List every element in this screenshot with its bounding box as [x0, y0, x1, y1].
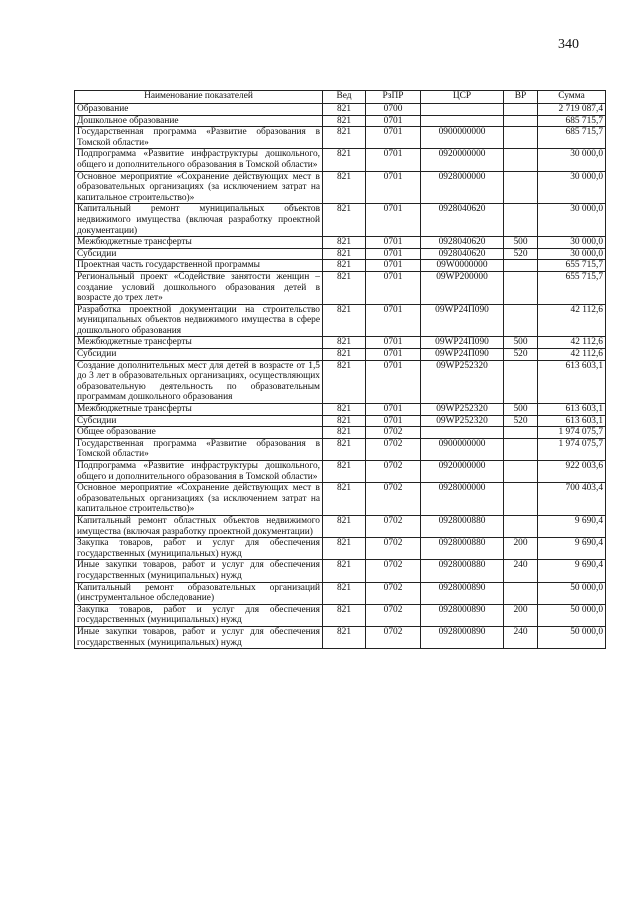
- cell-ved: 821: [323, 127, 366, 149]
- table-row: [75, 415, 606, 427]
- cell-vr: 200: [504, 604, 538, 626]
- cell-name: Субсидии: [75, 248, 323, 260]
- table-row: [75, 260, 606, 272]
- table-row: [75, 104, 606, 116]
- cell-csr: 0928000880: [421, 560, 504, 582]
- cell-rzpr: 0701: [366, 337, 421, 349]
- cell-csr: 09W0000000: [421, 260, 504, 272]
- cell-csr: 09WP24П090: [421, 349, 504, 361]
- cell-ved: 821: [323, 304, 366, 337]
- cell-vr: 500: [504, 237, 538, 249]
- cell-name: Подпрограмма «Развитие инфраструктуры дошкольного, общего и дополнительного образования в Томской области»: [75, 149, 323, 171]
- cell-vr: [504, 104, 538, 116]
- cell-sum: 9 690,4: [538, 538, 606, 560]
- cell-ved: 821: [323, 360, 366, 403]
- cell-rzpr: 0701: [366, 237, 421, 249]
- cell-sum: 9 690,4: [538, 515, 606, 537]
- cell-sum: 50 000,0: [538, 604, 606, 626]
- cell-name: Субсидии: [75, 349, 323, 361]
- cell-ved: 821: [323, 438, 366, 460]
- cell-csr: 09WP252320: [421, 404, 504, 416]
- cell-ved: 821: [323, 349, 366, 361]
- cell-vr: [504, 461, 538, 483]
- cell-rzpr: 0701: [366, 260, 421, 272]
- cell-sum: 613 603,1: [538, 404, 606, 416]
- table-row: [75, 438, 606, 460]
- cell-name: Проектная часть государственной программы: [75, 260, 323, 272]
- cell-csr: 09WP252320: [421, 360, 504, 403]
- cell-rzpr: 0702: [366, 483, 421, 516]
- cell-csr: 0900000000: [421, 127, 504, 149]
- cell-name: Создание дополнительных мест для детей в возрасте от 1,5 до 3 лет в образовательных организациях, осуществляющих образовательную деятельность по образовательным программам дошкольного образования: [75, 360, 323, 403]
- cell-ved: 821: [323, 260, 366, 272]
- cell-rzpr: 0702: [366, 515, 421, 537]
- cell-ved: 821: [323, 560, 366, 582]
- cell-vr: [504, 360, 538, 403]
- cell-csr: 09WP24П090: [421, 304, 504, 337]
- cell-name: Межбюджетные трансферты: [75, 337, 323, 349]
- cell-name: Межбюджетные трансферты: [75, 237, 323, 249]
- cell-csr: [421, 427, 504, 439]
- cell-vr: [504, 171, 538, 204]
- cell-sum: 50 000,0: [538, 582, 606, 604]
- cell-rzpr: 0701: [366, 204, 421, 237]
- cell-sum: 2 719 087,4: [538, 104, 606, 116]
- cell-rzpr: 0701: [366, 415, 421, 427]
- cell-vr: [504, 204, 538, 237]
- header-csr: ЦСР: [421, 91, 504, 104]
- cell-name: Государственная программа «Развитие образования в Томской области»: [75, 438, 323, 460]
- cell-rzpr: 0701: [366, 115, 421, 127]
- cell-ved: 821: [323, 538, 366, 560]
- table-row: [75, 271, 606, 304]
- cell-rzpr: 0701: [366, 248, 421, 260]
- table-row: [75, 248, 606, 260]
- cell-name: Капитальный ремонт областных объектов недвижимого имущества (включая разработку проектной документации): [75, 515, 323, 537]
- cell-vr: [504, 271, 538, 304]
- cell-sum: 613 603,1: [538, 415, 606, 427]
- table-row: [75, 427, 606, 439]
- cell-rzpr: 0702: [366, 560, 421, 582]
- cell-csr: 0928000890: [421, 582, 504, 604]
- cell-sum: 9 690,4: [538, 560, 606, 582]
- header-ved: Вед: [323, 91, 366, 104]
- header-rzpr: РзПР: [366, 91, 421, 104]
- table-row: [75, 582, 606, 604]
- cell-vr: [504, 427, 538, 439]
- cell-vr: 500: [504, 337, 538, 349]
- cell-csr: 0928040620: [421, 237, 504, 249]
- cell-csr: 09WP252320: [421, 415, 504, 427]
- cell-rzpr: 0702: [366, 538, 421, 560]
- table-row: [75, 483, 606, 516]
- cell-vr: 520: [504, 248, 538, 260]
- cell-name: Иные закупки товаров, работ и услуг для обеспечения государственных (муниципальных) нужд: [75, 560, 323, 582]
- cell-vr: 200: [504, 538, 538, 560]
- cell-name: Основное мероприятие «Сохранение действующих мест в образовательных организациях (за исключением затрат на капитальное строительство)»: [75, 483, 323, 516]
- cell-ved: 821: [323, 415, 366, 427]
- cell-ved: 821: [323, 604, 366, 626]
- cell-sum: 30 000,0: [538, 149, 606, 171]
- page-number: 340: [558, 37, 579, 52]
- table-row: [75, 171, 606, 204]
- table-row: [75, 404, 606, 416]
- table-row: [75, 515, 606, 537]
- cell-csr: 0928000000: [421, 171, 504, 204]
- cell-csr: 0928000890: [421, 604, 504, 626]
- cell-ved: 821: [323, 171, 366, 204]
- cell-sum: 42 112,6: [538, 304, 606, 337]
- cell-rzpr: 0702: [366, 427, 421, 439]
- cell-sum: 30 000,0: [538, 237, 606, 249]
- table-row: [75, 304, 606, 337]
- cell-name: Закупка товаров, работ и услуг для обеспечения государственных (муниципальных) нужд: [75, 538, 323, 560]
- cell-rzpr: 0702: [366, 461, 421, 483]
- table-body: [75, 104, 606, 649]
- table-row: [75, 337, 606, 349]
- cell-csr: 0928040620: [421, 248, 504, 260]
- cell-sum: 50 000,0: [538, 626, 606, 648]
- table-row: [75, 538, 606, 560]
- table-row: [75, 149, 606, 171]
- cell-name: Подпрограмма «Развитие инфраструктуры дошкольного, общего и дополнительного образования в Томской области»: [75, 461, 323, 483]
- cell-name: Иные закупки товаров, работ и услуг для обеспечения государственных (муниципальных) нужд: [75, 626, 323, 648]
- cell-name: Дошкольное образование: [75, 115, 323, 127]
- table-row: [75, 237, 606, 249]
- cell-rzpr: 0701: [366, 127, 421, 149]
- cell-sum: 30 000,0: [538, 204, 606, 237]
- cell-vr: 240: [504, 626, 538, 648]
- cell-sum: 922 003,6: [538, 461, 606, 483]
- cell-name: Образование: [75, 104, 323, 116]
- header-row: [75, 91, 606, 104]
- cell-sum: 613 603,1: [538, 360, 606, 403]
- cell-csr: [421, 104, 504, 116]
- cell-ved: 821: [323, 626, 366, 648]
- cell-name: Общее образование: [75, 427, 323, 439]
- cell-rzpr: 0702: [366, 438, 421, 460]
- cell-sum: 30 000,0: [538, 171, 606, 204]
- cell-sum: 30 000,0: [538, 248, 606, 260]
- table-row: [75, 349, 606, 361]
- cell-ved: 821: [323, 461, 366, 483]
- cell-rzpr: 0701: [366, 171, 421, 204]
- cell-vr: [504, 115, 538, 127]
- cell-vr: [504, 304, 538, 337]
- cell-csr: 0900000000: [421, 438, 504, 460]
- cell-sum: 42 112,6: [538, 349, 606, 361]
- cell-rzpr: 0702: [366, 626, 421, 648]
- cell-name: Государственная программа «Развитие образования в Томской области»: [75, 127, 323, 149]
- cell-name: Закупка товаров, работ и услуг для обеспечения государственных (муниципальных) нужд: [75, 604, 323, 626]
- cell-ved: 821: [323, 404, 366, 416]
- cell-ved: 821: [323, 582, 366, 604]
- cell-ved: 821: [323, 104, 366, 116]
- cell-rzpr: 0700: [366, 104, 421, 116]
- table-row: [75, 626, 606, 648]
- cell-rzpr: 0702: [366, 604, 421, 626]
- cell-rzpr: 0701: [366, 149, 421, 171]
- cell-sum: 42 112,6: [538, 337, 606, 349]
- cell-vr: [504, 582, 538, 604]
- cell-sum: 1 974 075,7: [538, 427, 606, 439]
- cell-csr: 0928000890: [421, 626, 504, 648]
- cell-csr: 09WP24П090: [421, 337, 504, 349]
- cell-name: Межбюджетные трансферты: [75, 404, 323, 416]
- cell-sum: 1 974 075,7: [538, 438, 606, 460]
- cell-csr: 0920000000: [421, 461, 504, 483]
- cell-ved: 821: [323, 427, 366, 439]
- cell-name: Капитальный ремонт муниципальных объектов недвижимого имущества (включая разработку проектной документации): [75, 204, 323, 237]
- cell-name: Разработка проектной документации на строительство муниципальных объектов недвижимого имущества в сфере дошкольного образования: [75, 304, 323, 337]
- cell-vr: [504, 515, 538, 537]
- cell-csr: 0920000000: [421, 149, 504, 171]
- cell-sum: 655 715,7: [538, 271, 606, 304]
- cell-csr: 0928000880: [421, 515, 504, 537]
- cell-vr: [504, 127, 538, 149]
- cell-vr: 520: [504, 349, 538, 361]
- cell-rzpr: 0702: [366, 582, 421, 604]
- header-vr: ВР: [504, 91, 538, 104]
- cell-csr: 0928000000: [421, 483, 504, 516]
- cell-vr: 240: [504, 560, 538, 582]
- budget-table: [74, 90, 606, 649]
- cell-rzpr: 0701: [366, 304, 421, 337]
- cell-ved: 821: [323, 115, 366, 127]
- cell-name: Основное мероприятие «Сохранение действующих мест в образовательных организациях (за исключением затрат на капитальное строительство)»: [75, 171, 323, 204]
- table-row: [75, 204, 606, 237]
- table-header: [75, 91, 606, 104]
- cell-rzpr: 0701: [366, 349, 421, 361]
- cell-vr: 500: [504, 404, 538, 416]
- table-row: [75, 461, 606, 483]
- cell-ved: 821: [323, 237, 366, 249]
- cell-ved: 821: [323, 149, 366, 171]
- cell-vr: 520: [504, 415, 538, 427]
- cell-sum: 700 403,4: [538, 483, 606, 516]
- cell-ved: 821: [323, 271, 366, 304]
- cell-rzpr: 0701: [366, 404, 421, 416]
- table-row: [75, 360, 606, 403]
- cell-name: Капитальный ремонт образовательных организаций (инструментальное обследование): [75, 582, 323, 604]
- cell-ved: 821: [323, 337, 366, 349]
- cell-vr: [504, 483, 538, 516]
- table-row: [75, 115, 606, 127]
- cell-sum: 685 715,7: [538, 115, 606, 127]
- cell-ved: 821: [323, 204, 366, 237]
- cell-csr: 0928040620: [421, 204, 504, 237]
- cell-sum: 685 715,7: [538, 127, 606, 149]
- cell-ved: 821: [323, 248, 366, 260]
- cell-vr: [504, 260, 538, 272]
- cell-sum: 655 715,7: [538, 260, 606, 272]
- cell-vr: [504, 149, 538, 171]
- header-sum: Сумма: [538, 91, 606, 104]
- cell-rzpr: 0701: [366, 271, 421, 304]
- table-row: [75, 604, 606, 626]
- header-name: Наименование показателей: [75, 91, 323, 104]
- cell-name: Региональный проект «Содействие занятости женщин – создание условий дошкольного образования детей в возрасте до трех лет»: [75, 271, 323, 304]
- cell-csr: [421, 115, 504, 127]
- cell-ved: 821: [323, 483, 366, 516]
- cell-vr: [504, 438, 538, 460]
- cell-name: Субсидии: [75, 415, 323, 427]
- cell-ved: 821: [323, 515, 366, 537]
- table-row: [75, 127, 606, 149]
- table-row: [75, 560, 606, 582]
- cell-csr: 0928000880: [421, 538, 504, 560]
- cell-rzpr: 0701: [366, 360, 421, 403]
- cell-csr: 09WP200000: [421, 271, 504, 304]
